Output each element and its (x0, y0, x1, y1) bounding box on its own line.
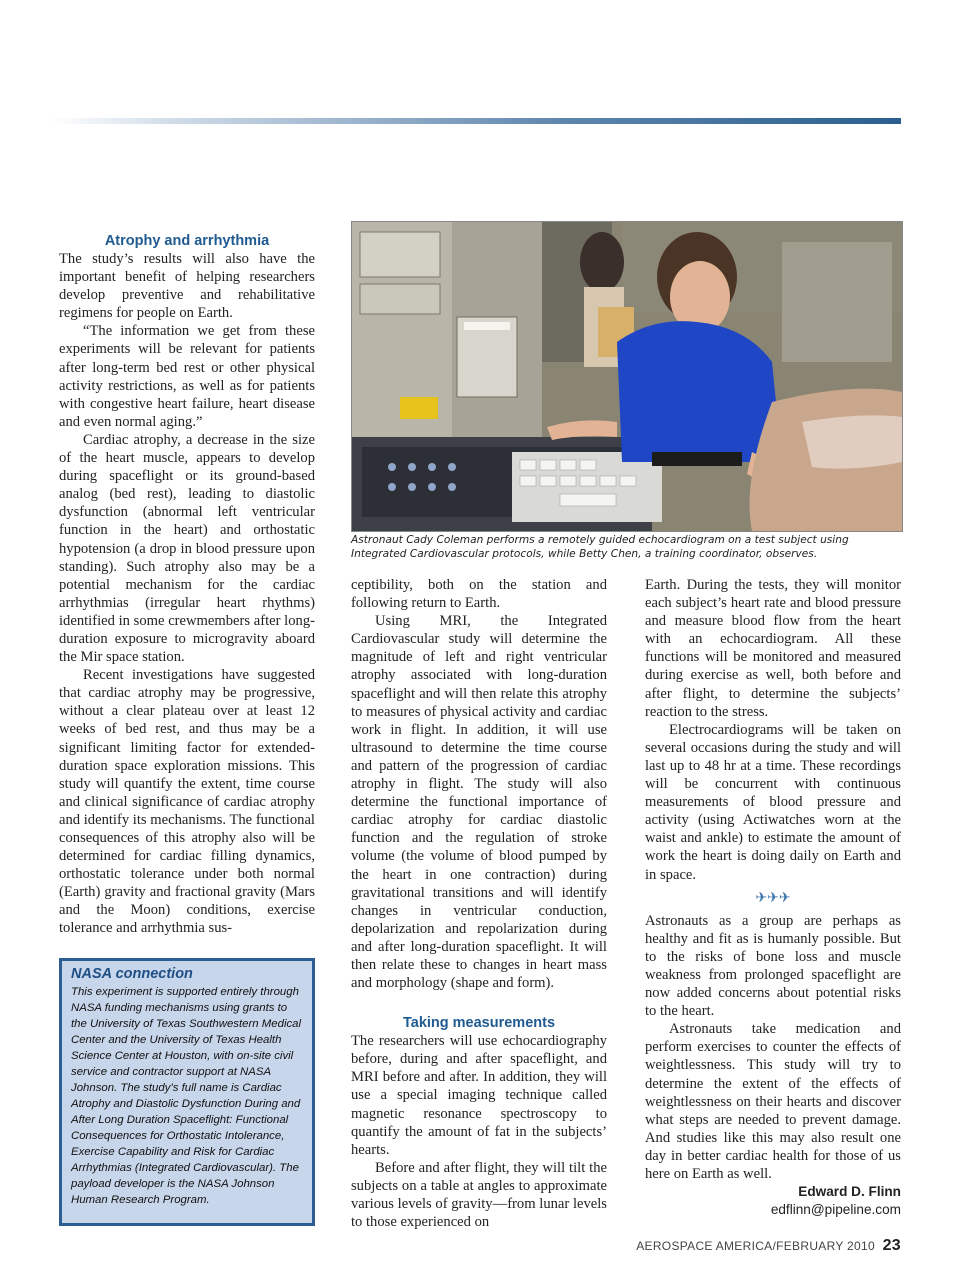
paragraph: Electrocardiograms will be taken on several occasions during the study and will last up to 48 hr at a time. These recordings will be concurrent with continuous measurements of blood pressure and activity (using Actiwatches worn at the waist and ankle) to estimate the amount of work the heart is doing daily on Earth and in space. (645, 721, 901, 883)
paragraph: “The information we get from these experiments will be relevant for patients after long-term bed rest or other physical activity restrictions, as well as for patients with congestive heart failure, heart disease and even normal aging.” (59, 323, 315, 430)
paragraph: The researchers will use echocardiography before, during and after spaceflight, and MRI before and after. In addition, they will use a special imaging technique called magnetic resonance spectroscopy to quantify the amount of fat in the subjects’ hearts. (351, 1033, 607, 1158)
byline (645, 1183, 901, 1219)
column-3 (645, 576, 901, 1219)
photo-illustration (352, 222, 902, 531)
paragraph: Cardiac atrophy, a decrease in the size of the heart muscle, appears to develop during spaceflight or its ground-based analog (bed rest), leading to diastolic dysfunction (abnormal left ventricular function in the heart) and orthostatic hypotension (a drop in blood pressure upon standing). Such atrophy also may be a potential mechanism for the cardiac arrhythmias (irregular heart rhythms) identified in some crewmembers after long-duration exposure to microgravity aboard the Mir space station. (59, 431, 315, 666)
section-heading-atrophy: Atrophy and arrhythmia (104, 233, 270, 249)
paragraph: Using MRI, the Integrated Cardiovascular study will determine the magnitude of left and right ventricular atrophy associated with long-duration spaceflight and will then relate this atrophy to measures of physical activity and cardiac work in flight. In addition, it will use ultrasound to determine the time course and pattern of the progression of cardiac atrophy in flight. The study will also determine the functional importance of cardiac atrophy for cardiac diastolic function and the regulation of stroke volume (the volume of blood pumped by the heart in one contraction) during gravitational transitions and will identify changes in ventricular conduction, depolarization and repolarization during and after long-duration spaceflight. It will then relate these to changes in heart mass and morphology (shape and form). (351, 613, 607, 992)
page-footer (636, 1237, 901, 1255)
header-rule (50, 118, 901, 124)
sidebar-title: NASA connection (71, 966, 193, 982)
nasa-connection-sidebar (59, 958, 315, 1226)
paragraph: Earth. During the tests, they will monitor each subject’s heart rate and blood pressure and measure blood flow from the heart with an echocardiogram. All these functions will be monitored and measured during exercise as well, both before and after flight, to determine the subjects’ reaction to the stress. (645, 577, 901, 720)
column-1 (59, 232, 315, 938)
paragraph: The study’s results will also have the important benefit of helping researchers develop preventive and rehabilitative regimens for people on Earth. (59, 251, 315, 322)
paragraph: ceptibility, both on the station and following return to Earth. (351, 577, 607, 612)
paragraph: Astronauts take medication and perform exercises to counter the effects of weightlessness. This study will try to determine the extent of the effects of weightlessness on their hearts and discover what steps are needed to prevent damage. And studies like this may also result one day in better cardiac health for those of us here on Earth as well. (645, 1021, 901, 1182)
paragraph: Astronauts as a group are perhaps as healthy and fit as is humanly possible. But to the risks of bone loss and muscle weakness from prolonged spaceflight are now added concerns about potential risks to the heart. (645, 912, 901, 1020)
paragraph: Recent investigations have suggested that cardiac atrophy may be progressive, without a clear plateau over at least 12 weeks of bed rest, and thus may be a significant limiting factor for extended-duration space exploration missions. This study will quantify the extent, time course and clinical significance of cardiac atrophy and identify its mechanisms. The functional consequences of this atrophy also will be determined for cardiac filling dynamics, orthostatic tolerance under both normal (Earth) gravity and fractional gravity (Mars and the Moon) conditions, exercise tolerance and arrhythmia sus- (59, 667, 315, 937)
sidebar-body: This experiment is supported entirely through NASA funding mechanisms using grants to the University of Texas Southwestern Medical Center and the University of Texas Health Science Center at Houston, with on-site civil service and contractor support at NASA Johnson. The study’s full name is Cardiac Atrophy and Diastolic Dysfunction During and After Long Duration Spaceflight: Functional Consequences for Orthostatic Intolerance, Exercise Capability and Risk for Cardiac Arrhythmias (Integrated Cardiovascular). The payload developer is the NASA Johnson Human Research Program. (71, 986, 302, 1206)
photo-caption: Astronaut Cady Coleman performs a remotely guided echocardiogram on a test subject using Integrated Cardiovascular protocols, while Betty Chen, a training coordinator, observes. (351, 534, 849, 560)
column-2 (351, 576, 607, 1231)
section-break-ornament-icon: ✈✈✈ (755, 890, 791, 906)
author-email: edflinn@pipeline.com (770, 1202, 901, 1218)
author-name: Edward D. Flinn (798, 1184, 901, 1200)
publication-line: AEROSPACE AMERICA/FEBRUARY 2010 (636, 1239, 875, 1253)
section-heading-measurements: Taking measurements (402, 1015, 556, 1032)
page-number: 23 (882, 1237, 901, 1254)
paragraph: Before and after flight, they will tilt the subjects on a table at angles to approximate various levels of gravity—from lunar levels to those experienced on (351, 1159, 607, 1231)
echocardiogram-photo (351, 221, 903, 532)
